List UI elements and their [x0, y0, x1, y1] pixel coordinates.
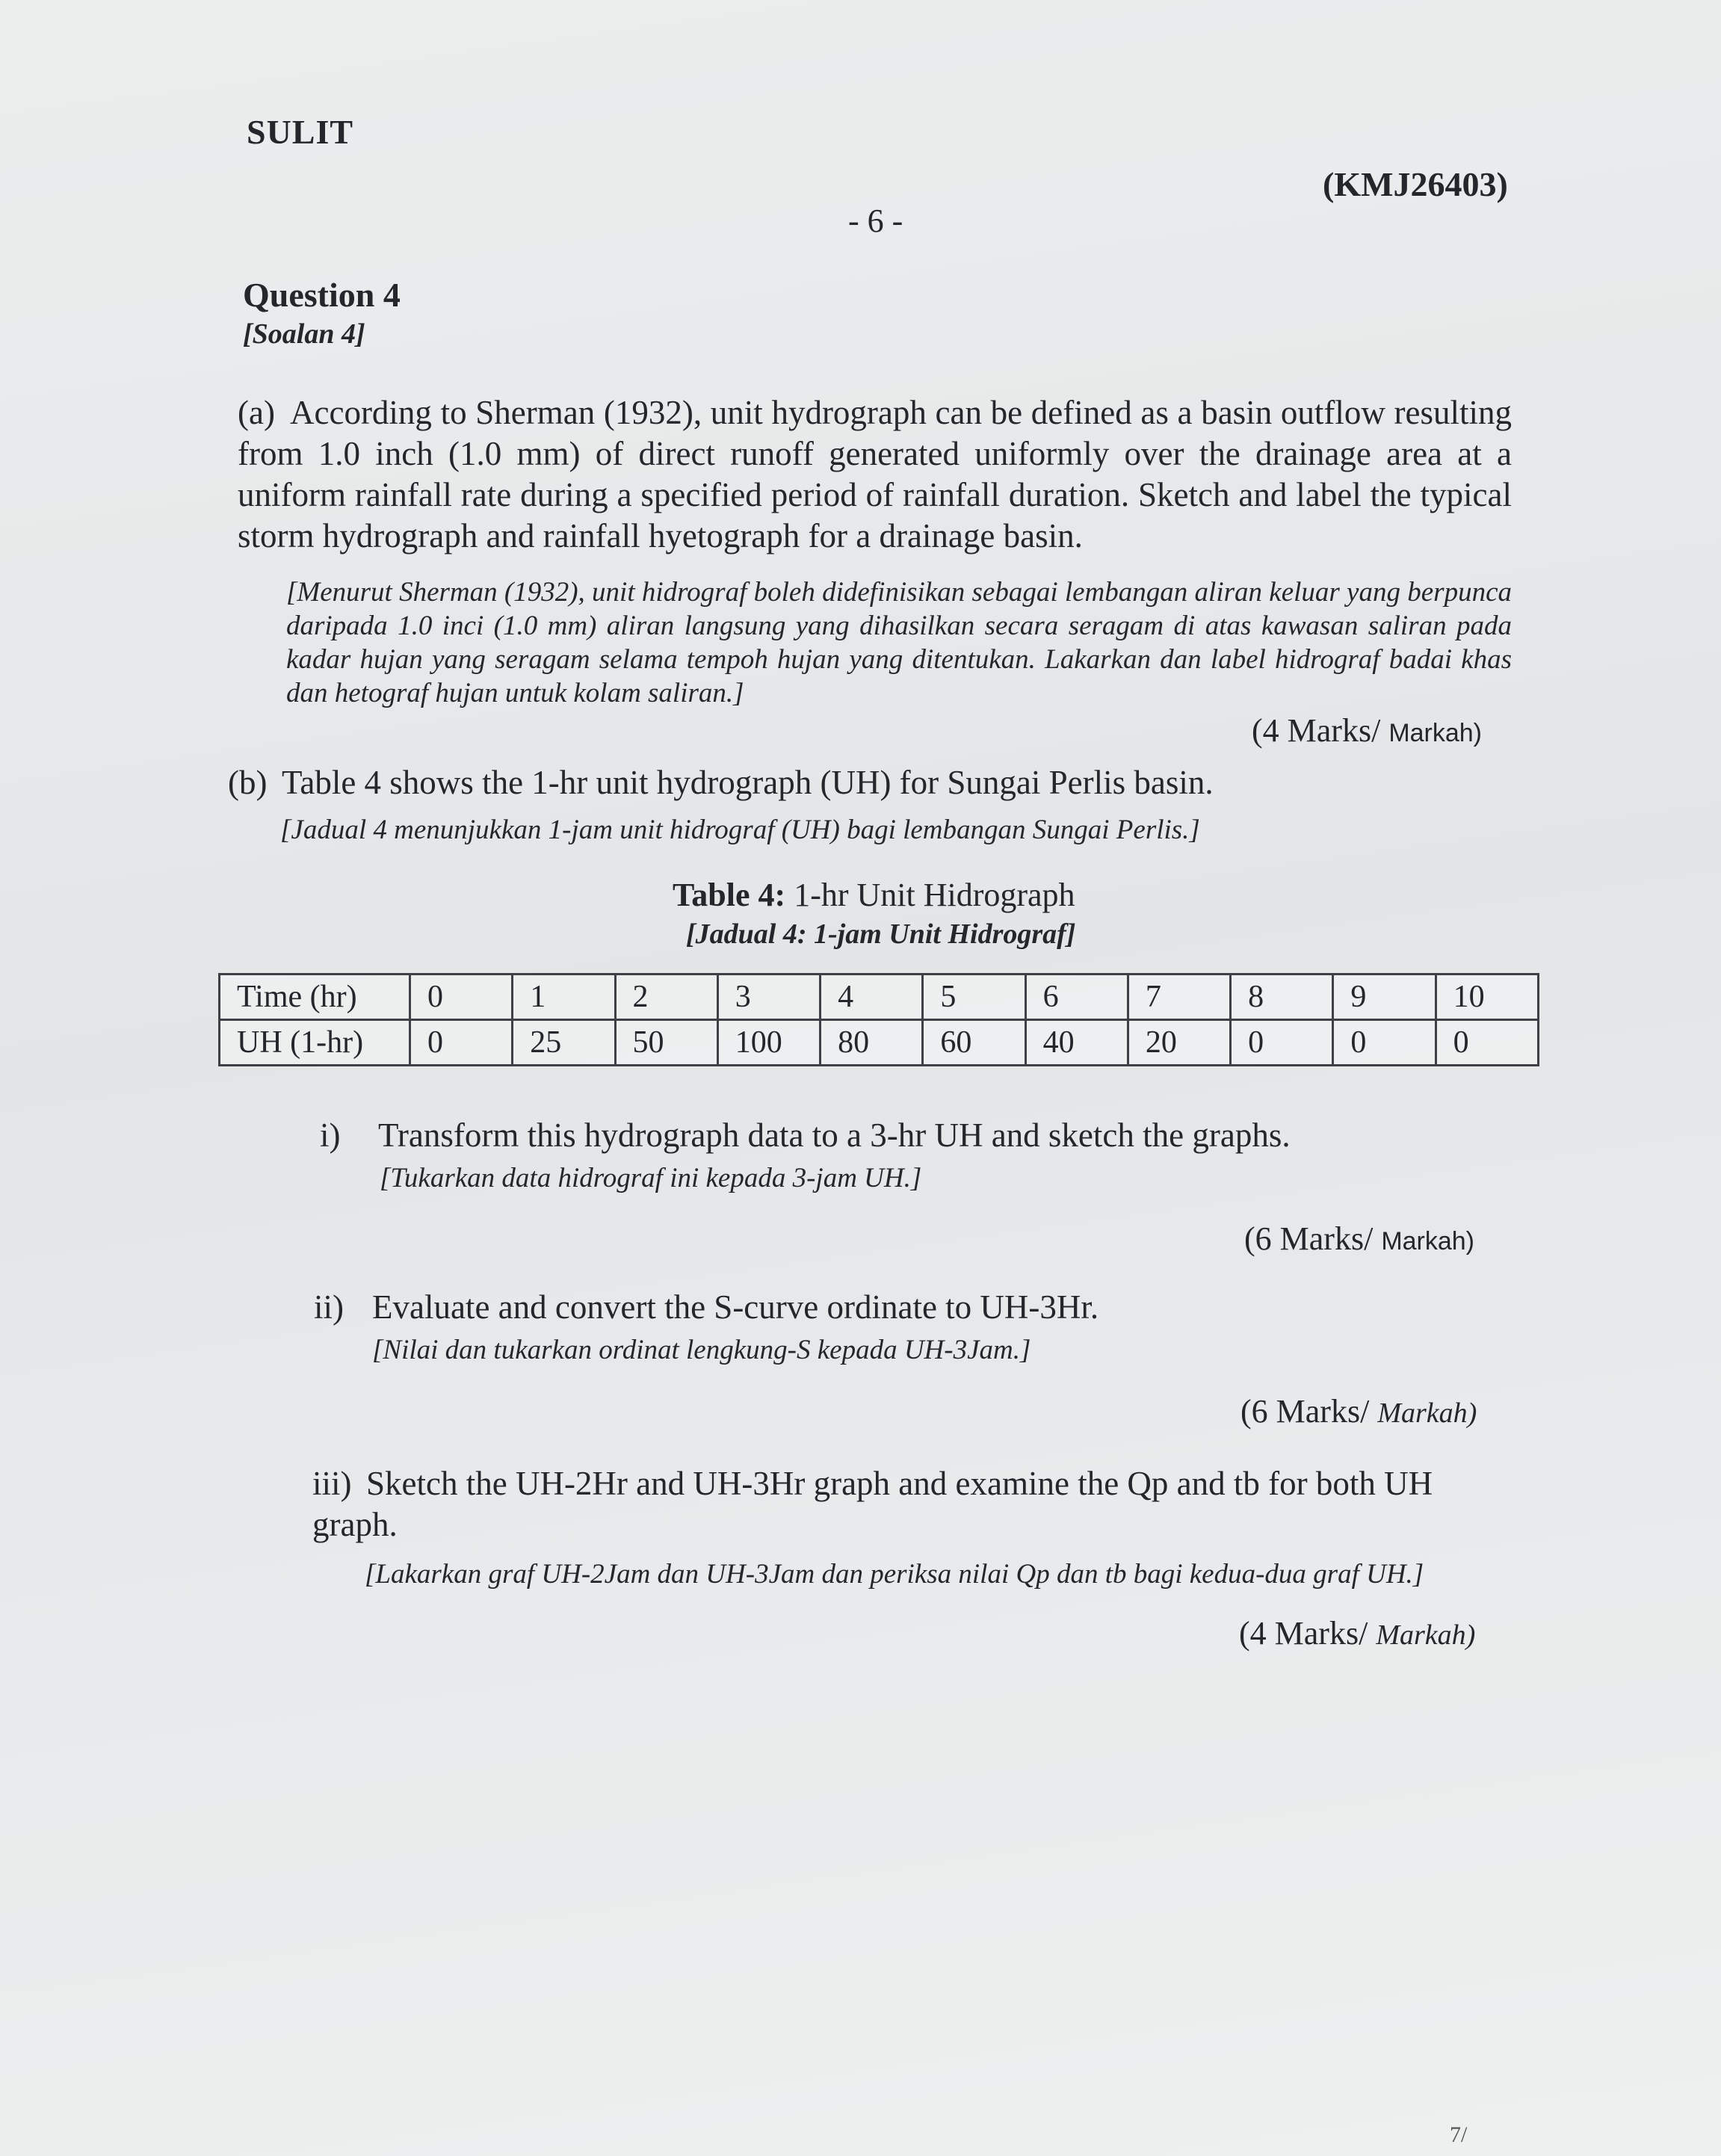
table-cell: 3 — [717, 974, 820, 1020]
sub-i-marks — [1244, 1220, 1474, 1258]
sub-iii-marks-word: Markah) — [1376, 1619, 1476, 1651]
table-cell: 100 — [717, 1020, 820, 1066]
sub-question-iii — [312, 1463, 1504, 1545]
table-cell: 60 — [923, 1020, 1025, 1066]
sub-ii-marks-main: (6 Marks/ — [1240, 1393, 1370, 1430]
part-a-marks-word: Markah) — [1388, 719, 1483, 747]
table-caption-text: 1-hr Unit Hidrograph — [794, 877, 1075, 913]
part-b-translation: [Jadual 4 menunjukkan 1-jam unit hidrograf (UH) bagi lembangan Sungai Perlis.] — [280, 815, 1200, 845]
table-cell: 20 — [1128, 1020, 1230, 1066]
table-caption — [673, 876, 1075, 914]
table-row-time — [220, 974, 1539, 1020]
part-b-text: Table 4 shows the 1-hr unit hydrograph (UH) for Sungai Perlis basin. — [282, 764, 1214, 801]
part-a-text: According to Sherman (1932), unit hydrograph can be defined as a basin outflow resulting from 1.0 inch (1.0 mm) of direct runoff generated uniformly over the drainage area at a uniform rainfall rate during a specified period of rainfall duration. Sketch and label the typical storm hydrograph and rainfall hyetograph for a drainage basin. — [238, 394, 1512, 555]
classification-label: SULIT — [247, 113, 354, 151]
table-cell: 4 — [821, 974, 923, 1020]
sub-iii-translation: [Lakarkan graf UH-2Jam dan UH-3Jam dan periksa nilai Qp dan tb bagi kedua-dua graf UH.] — [365, 1559, 1424, 1590]
sub-ii-translation: [Nilai dan tukarkan ordinat lengkung-S kepada UH-3Jam.] — [372, 1335, 1031, 1365]
table-cell: 0 — [410, 1020, 513, 1066]
table-cell: 5 — [923, 974, 1025, 1020]
page-number: - 6 - — [848, 203, 903, 239]
sub-iii-label: iii) — [312, 1465, 352, 1502]
table-cell: 10 — [1436, 974, 1538, 1020]
table-cell: 80 — [821, 1020, 923, 1066]
sub-question-i — [320, 1115, 1553, 1156]
table-row-header: Time (hr) — [220, 974, 410, 1020]
sub-i-label: i) — [320, 1116, 341, 1154]
part-b-question — [228, 762, 1558, 803]
sub-i-translation: [Tukarkan data hidrograf ini kepada 3-jam UH.] — [380, 1163, 922, 1193]
part-a-question — [238, 392, 1512, 557]
table-cell: 0 — [410, 974, 513, 1020]
sub-i-text: Transform this hydrograph data to a 3-hr UH and sketch the graphs. — [378, 1116, 1291, 1154]
table-cell: 1 — [513, 974, 615, 1020]
sub-iii-text: Sketch the UH-2Hr and UH-3Hr graph and examine the Qp and tb for both UH graph. — [312, 1465, 1433, 1543]
sub-i-marks-main: (6 Marks/ — [1244, 1220, 1374, 1257]
part-b-label: (b) — [228, 764, 268, 801]
sub-question-ii — [314, 1287, 1547, 1328]
course-code: (KMJ26403) — [1323, 165, 1508, 203]
sub-i-marks-word: Markah) — [1381, 1227, 1475, 1255]
page-corner-mark: 7/ — [1450, 2122, 1468, 2147]
sub-ii-marks — [1240, 1392, 1477, 1430]
table-row-header: UH (1-hr) — [220, 1020, 410, 1066]
table-cell: 6 — [1025, 974, 1128, 1020]
question-title-translation: [Soalan 4] — [243, 318, 365, 350]
table-cell: 40 — [1025, 1020, 1128, 1066]
sub-ii-text: Evaluate and convert the S-curve ordinate to UH-3Hr. — [372, 1288, 1099, 1326]
table-caption-label: Table 4: — [673, 877, 786, 913]
table-cell: 25 — [513, 1020, 615, 1066]
unit-hydrograph-table — [218, 973, 1539, 1066]
table-caption-translation: [Jadual 4: 1-jam Unit Hidrograf] — [686, 918, 1076, 950]
table-cell: 8 — [1231, 974, 1333, 1020]
part-a-marks-main: (4 Marks/ — [1252, 712, 1381, 749]
part-a-marks — [1252, 711, 1482, 750]
table-cell: 0 — [1231, 1020, 1333, 1066]
sub-ii-marks-word: Markah) — [1377, 1397, 1477, 1429]
sub-ii-label: ii) — [314, 1288, 344, 1326]
question-title: Question 4 — [243, 276, 401, 314]
table-cell: 0 — [1436, 1020, 1538, 1066]
table-row-uh — [220, 1020, 1539, 1066]
table-cell: 9 — [1333, 974, 1436, 1020]
table-cell: 50 — [615, 1020, 717, 1066]
sub-iii-marks-main: (4 Marks/ — [1239, 1615, 1368, 1652]
table-cell: 2 — [615, 974, 717, 1020]
sub-iii-marks — [1239, 1614, 1475, 1652]
part-a-label: (a) — [238, 394, 275, 431]
table-cell: 0 — [1333, 1020, 1436, 1066]
table-cell: 7 — [1128, 974, 1230, 1020]
part-a-translation: [Menurut Sherman (1932), unit hidrograf boleh didefinisikan sebagai lembangan aliran keluar yang berpunca daripada 1.0 inci (1.0 mm) aliran langsung yang dihasilkan secara seragam di atas kawasan saliran pada kadar hujan yang seragam selama tempoh hujan yang ditentukan. Lakarkan dan label hidrograf badai khas dan hetograf hujan untuk kolam saliran.] — [286, 577, 1512, 708]
